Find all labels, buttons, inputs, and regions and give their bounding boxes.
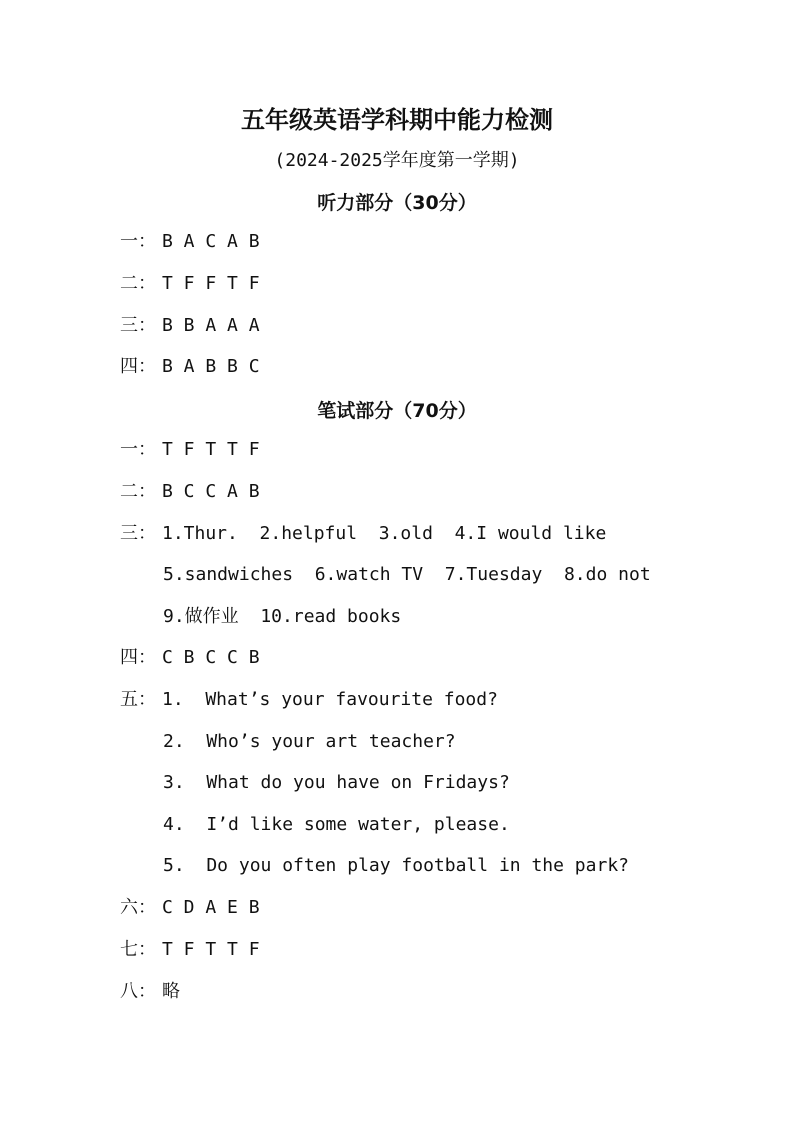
question-label: 一： — [120, 231, 156, 252]
written-q5 — [120, 688, 498, 712]
question-label: 一： — [120, 439, 156, 460]
question-label: 二： — [120, 273, 156, 294]
answer-text: B B A A A — [162, 315, 260, 336]
question-label: 五： — [120, 689, 156, 710]
question-label: 二： — [120, 481, 156, 502]
listening-q2 — [120, 272, 260, 296]
answer-text: B A B B C — [162, 356, 260, 377]
answer-text: B A C A B — [162, 231, 260, 252]
answer-text: T F T T F — [162, 439, 260, 460]
listening-heading: 听力部分（30分） — [317, 192, 477, 214]
written-q8 — [120, 980, 180, 1004]
written-q6 — [120, 896, 260, 920]
question-label: 六： — [120, 897, 156, 918]
answer-text: C D A E B — [162, 897, 260, 918]
question-label: 三： — [120, 315, 156, 336]
answer-line: 1. What’s your favourite food? — [162, 689, 498, 710]
written-q5-line-5: 5. Do you often play football in the park? — [163, 855, 629, 876]
written-q5-line-4: 4. I’d like some water, please. — [163, 814, 510, 835]
answer-text: T F T T F — [162, 939, 260, 960]
written-q5-line-3: 3. What do you have on Fridays? — [163, 772, 510, 793]
written-q2 — [120, 480, 260, 504]
question-label: 三： — [120, 523, 156, 544]
written-q4 — [120, 646, 260, 670]
answer-text: 略 — [162, 981, 180, 1002]
document-subtitle: (2024-2025学年度第一学期) — [274, 150, 520, 171]
question-label: 八： — [120, 981, 156, 1002]
answer-text: B C C A B — [162, 481, 260, 502]
written-q3-line-2: 5.sandwiches 6.watch TV 7.Tuesday 8.do not — [163, 564, 651, 585]
written-q5-line-2: 2. Who’s your art teacher? — [163, 731, 456, 752]
written-q3 — [120, 522, 606, 546]
answer-line: 1.Thur. 2.helpful 3.old 4.I would like — [162, 523, 607, 544]
listening-q1 — [120, 230, 260, 254]
written-q7 — [120, 938, 260, 962]
written-heading: 笔试部分（70分） — [317, 400, 477, 422]
written-q1 — [120, 438, 260, 462]
question-label: 四： — [120, 647, 156, 668]
question-label: 七： — [120, 939, 156, 960]
question-label: 四： — [120, 356, 156, 377]
written-q3-line-3: 9.做作业 10.read books — [163, 606, 402, 627]
answer-text: C B C C B — [162, 647, 260, 668]
document-title: 五年级英语学科期中能力检测 — [241, 106, 553, 134]
answer-text: T F F T F — [162, 273, 260, 294]
listening-q4 — [120, 355, 260, 379]
listening-q3 — [120, 314, 260, 338]
